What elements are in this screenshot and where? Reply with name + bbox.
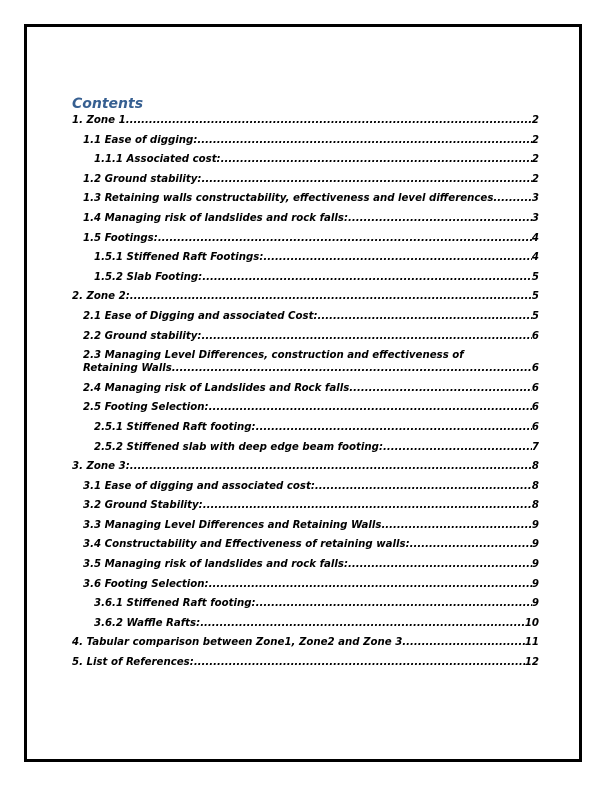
toc-entry-label: 1.1 Ease of digging:	[83, 134, 198, 146]
toc-entry-zone-1[interactable]	[72, 114, 539, 127]
toc-leader-dots	[203, 499, 532, 512]
toc-entry-page: 9	[531, 598, 539, 610]
table-of-contents	[72, 95, 539, 676]
toc-entry-label: 3.1 Ease of digging and associated cost:	[83, 480, 315, 492]
toc-entry-page: 4	[531, 232, 539, 244]
toc-entry-label: 5. List of References:	[72, 657, 194, 669]
toc-entry-page: 2	[531, 154, 539, 166]
toc-leader-dots	[263, 251, 531, 264]
toc-entry-label-line2: Retaining Walls	[83, 363, 172, 375]
toc-entry-3-6-1[interactable]	[72, 597, 539, 610]
toc-entry-label: 2.2 Ground stability:	[83, 330, 202, 342]
toc-leader-dots	[383, 441, 532, 454]
toc-entry-page: 6	[531, 330, 539, 342]
toc-entry-label: 3.2 Ground Stability:	[83, 500, 203, 512]
toc-leader-dots	[256, 597, 532, 610]
toc-entry-page: 6	[531, 402, 539, 414]
toc-entry-page: 6	[531, 382, 539, 394]
toc-leader-dots	[202, 173, 532, 186]
toc-leader-dots	[402, 636, 525, 649]
toc-entry-page: 5	[531, 291, 539, 303]
toc-leader-dots	[202, 271, 532, 284]
toc-leader-dots	[349, 382, 532, 395]
toc-leader-dots	[130, 290, 532, 303]
toc-entry-label: 1.5.1 Stiffened Raft Footings:	[94, 252, 264, 264]
toc-leader-dots	[197, 134, 532, 147]
toc-entry-3-4[interactable]	[72, 538, 539, 551]
toc-entry-page: 2	[531, 173, 539, 185]
toc-entry-2-5-2[interactable]	[72, 441, 539, 454]
toc-entry-1-2[interactable]	[72, 173, 539, 186]
toc-entry-page: 7	[531, 441, 539, 453]
toc-entry-page: 6	[531, 421, 539, 433]
toc-entry-label: 4. Tabular comparison between Zone1, Zone2 and Zone 3	[72, 637, 403, 649]
toc-entry-1-5[interactable]	[72, 232, 539, 245]
toc-entry-page: 9	[531, 578, 539, 590]
toc-entry-page: 4	[531, 252, 539, 264]
toc-entry-label: 1.4 Managing risk of landslides and rock falls:	[83, 212, 349, 224]
toc-entry-5[interactable]	[72, 656, 539, 669]
toc-entry-3-6-2[interactable]	[72, 617, 539, 630]
toc-entry-2-3[interactable]	[72, 349, 539, 375]
toc-entry-label: 2.5.1 Stiffened Raft footing:	[94, 421, 256, 433]
toc-entry-page: 5	[531, 271, 539, 283]
toc-entry-label: 2. Zone 2:	[72, 291, 130, 303]
toc-entry-1-5-2[interactable]	[72, 271, 539, 284]
toc-entry-3-1[interactable]	[72, 480, 539, 493]
toc-entry-page: 8	[531, 480, 539, 492]
toc-entry-4[interactable]	[72, 636, 539, 649]
toc-entry-page: 8	[531, 461, 539, 473]
toc-entry-label: 2.5 Footing Selection:	[83, 402, 209, 414]
toc-entry-label-line1: 2.3 Managing Level Differences, construction and effectiveness of	[83, 350, 464, 362]
toc-entry-page: 2	[531, 134, 539, 146]
toc-leader-dots	[348, 558, 532, 571]
toc-entry-label: 3. Zone 3:	[72, 461, 130, 473]
toc-entry-page: 9	[531, 539, 539, 551]
toc-entry-1-1-1[interactable]	[72, 153, 539, 166]
toc-leader-dots	[194, 656, 525, 669]
toc-entry-label: 1.3 Retaining walls constructability, effectiveness and level differences	[83, 193, 494, 205]
toc-entry-label: 3.5 Managing risk of landslides and rock falls:	[83, 559, 349, 571]
toc-entry-1-1[interactable]	[72, 134, 539, 147]
toc-entry-2-5[interactable]	[72, 401, 539, 414]
toc-entry-1-5-1[interactable]	[72, 251, 539, 264]
toc-entry-label: 1.5 Footings:	[83, 232, 158, 244]
toc-entry-label: 3.6.1 Stiffened Raft footing:	[94, 598, 256, 610]
toc-leader-dots	[158, 232, 532, 245]
toc-entry-line2	[83, 362, 539, 375]
toc-entry-label: 3.4 Constructability and Effectiveness of retaining walls:	[83, 539, 410, 551]
toc-entry-3-3[interactable]	[72, 519, 539, 532]
toc-leader-dots	[202, 330, 532, 343]
toc-entry-label: 3.6.2 Waffle Rafts:	[94, 617, 201, 629]
toc-entry-label: 1. Zone 1	[72, 115, 126, 126]
toc-entry-zone-3[interactable]	[72, 460, 539, 473]
toc-entry-zone-2[interactable]	[72, 290, 539, 303]
toc-leader-dots	[256, 421, 532, 434]
toc-entry-page: 12	[524, 657, 539, 669]
toc-entry-1-3[interactable]	[72, 192, 539, 205]
toc-entry-page: 11	[524, 637, 539, 649]
toc-entry-label: 1.1.1 Associated cost:	[94, 154, 221, 166]
toc-entry-page: 3	[531, 193, 539, 205]
toc-entry-page: 5	[531, 310, 539, 322]
toc-entry-2-4[interactable]	[72, 382, 539, 395]
toc-entry-label: 1.2 Ground stability:	[83, 173, 202, 185]
toc-entry-label: 3.6 Footing Selection:	[83, 578, 209, 590]
toc-leader-dots	[315, 480, 532, 493]
toc-title: Contents	[72, 96, 144, 112]
toc-entry-label: 1.5.2 Slab Footing:	[94, 271, 203, 283]
toc-entry-page: 10	[524, 617, 539, 629]
toc-leader-dots	[130, 460, 532, 473]
toc-leader-dots	[410, 538, 532, 551]
toc-entry-3-5[interactable]	[72, 558, 539, 571]
toc-entry-3-2[interactable]	[72, 499, 539, 512]
toc-entry-1-4[interactable]	[72, 212, 539, 225]
toc-leader-dots	[493, 192, 532, 205]
toc-entry-page: 9	[531, 559, 539, 571]
toc-entry-2-1[interactable]	[72, 310, 539, 323]
toc-entry-label: 2.5.2 Stiffened slab with deep edge beam footing:	[94, 441, 384, 453]
toc-entry-page: 3	[531, 212, 539, 224]
toc-leader-dots	[200, 617, 525, 630]
toc-entry-page: 2	[531, 115, 539, 126]
toc-leader-dots	[126, 114, 532, 127]
toc-leader-dots	[318, 310, 532, 323]
toc-entry-label: 3.3 Managing Level Differences and Retaining Walls	[83, 519, 382, 531]
toc-leader-dots	[348, 212, 532, 225]
toc-entry-page: 6	[531, 363, 539, 375]
toc-leader-dots	[209, 578, 532, 591]
toc-entry-label: 2.4 Managing risk of Landslides and Rock falls	[83, 382, 350, 394]
toc-leader-dots	[209, 401, 532, 414]
toc-entry-2-2[interactable]	[72, 330, 539, 343]
toc-leader-dots	[221, 153, 532, 166]
toc-entry-page: 9	[531, 519, 539, 531]
toc-leader-dots	[172, 362, 532, 375]
toc-leader-dots	[381, 519, 531, 532]
toc-entry-2-5-1[interactable]	[72, 421, 539, 434]
toc-entry-page: 8	[531, 500, 539, 512]
toc-entry-3-6[interactable]	[72, 578, 539, 591]
toc-entry-label: 2.1 Ease of Digging and associated Cost:	[83, 310, 318, 322]
